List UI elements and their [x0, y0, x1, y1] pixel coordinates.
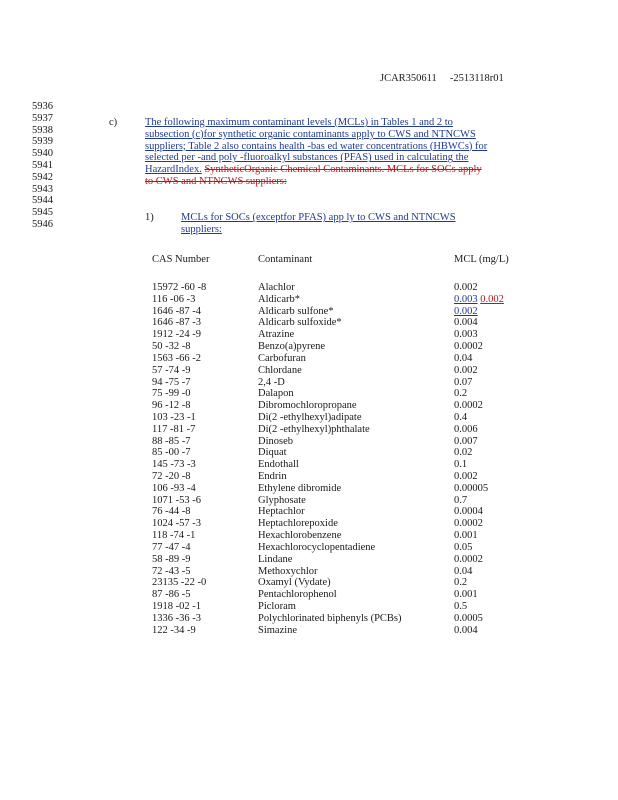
cas-number-cell: 1646 -87 -4	[152, 305, 201, 317]
table-row	[152, 530, 532, 542]
contaminant-cell: Dinoseb	[258, 435, 293, 447]
line-number: 5939	[32, 136, 53, 148]
cas-number-cell: 57 -74 -9	[152, 364, 191, 376]
cas-number-cell: 58 -89 -9	[152, 553, 191, 565]
paragraph-line	[145, 129, 537, 141]
table-row	[152, 518, 532, 530]
contaminant-cell: Diquat	[258, 447, 287, 459]
cas-number-cell: 1071 -53 -6	[152, 494, 201, 506]
deleted-text: SyntheticOrganic Chemical Contaminants. MCLs for SOCs apply	[204, 164, 482, 176]
line-number: 5940	[32, 148, 53, 160]
table-row	[152, 625, 532, 637]
line-number: 5946	[32, 218, 53, 230]
table-row	[152, 388, 532, 400]
line-number-column	[32, 101, 72, 231]
line-number: 5937	[32, 112, 53, 124]
table-row	[152, 329, 532, 341]
contaminant-cell: Heptachlorepoxide	[258, 518, 338, 530]
mcl-cell	[454, 495, 467, 507]
cas-number-cell: 85 -00 -7	[152, 447, 191, 459]
contaminant-cell: Hexachlorobenzene	[258, 530, 342, 542]
mcl-cell	[454, 506, 483, 518]
cas-number-cell: 72 -20 -8	[152, 471, 191, 482]
paragraph-line	[145, 141, 537, 153]
mcl-value: 0.00005	[454, 482, 489, 494]
mcl-cell	[454, 365, 478, 377]
mcl-cell	[454, 530, 478, 542]
mcl-cell	[454, 388, 467, 400]
table-row	[152, 506, 532, 518]
mcl-cell	[454, 483, 488, 495]
mcl-cell	[454, 566, 472, 578]
mcl-cell	[454, 542, 472, 554]
soc-mcl-table	[152, 254, 532, 636]
mcl-new-value: 0.002	[480, 293, 504, 305]
cas-number-cell: 75 -99 -0	[152, 388, 191, 400]
cas-number-cell: 116 -06 -3	[152, 293, 196, 305]
mcl-value: 0.4	[454, 411, 468, 423]
cas-number-cell: 72 -43 -5	[152, 565, 191, 577]
item-number: 1)	[145, 212, 154, 223]
mcl-value: 0.001	[454, 589, 478, 601]
mcl-value: 0.0005	[454, 612, 483, 624]
item-heading	[181, 212, 511, 236]
cas-number-cell: 118 -74 -1	[152, 530, 196, 542]
table-row	[152, 377, 532, 389]
cas-number-cell: 1912 -24 -9	[152, 329, 201, 341]
mcl-value: 0.5	[454, 600, 468, 612]
contaminant-cell: Atrazine	[258, 329, 295, 341]
mcl-cell	[454, 471, 478, 483]
table-body	[152, 282, 532, 636]
contaminant-cell: Aldicarb sulfoxide*	[258, 317, 342, 329]
mcl-value: 0.7	[454, 494, 468, 506]
contaminant-cell: Lindane	[258, 553, 293, 565]
mcl-value: 0.0004	[454, 506, 483, 518]
cas-number-cell: 1646 -87 -3	[152, 317, 201, 329]
contaminant-cell: Ethylene dibromide	[258, 482, 342, 494]
cas-number-cell: 1336 -36 -3	[152, 612, 201, 624]
mcl-cell	[454, 282, 478, 294]
mcl-cell	[454, 424, 478, 436]
table-row	[152, 542, 532, 554]
line-number: 5944	[32, 195, 53, 207]
cas-number-cell: 103 -23 -1	[152, 411, 196, 423]
mcl-cell	[454, 341, 483, 353]
contaminant-cell: Oxamyl (Vydate)	[258, 577, 331, 589]
paragraph-line	[145, 176, 537, 188]
contaminant-cell: Methoxychlor	[258, 565, 318, 577]
mcl-cell	[454, 294, 504, 306]
mcl-value: 0.006	[454, 423, 478, 435]
contaminant-cell: Hexachlorocyclopentadiene	[258, 541, 376, 553]
header-contaminant: Contaminant	[258, 254, 313, 265]
mcl-value: 0.05	[454, 541, 473, 553]
deleted-text: to CWS and NTNCWS suppliers:	[145, 175, 287, 187]
mcl-cell	[454, 601, 467, 613]
contaminant-cell: Pentachlorophenol	[258, 589, 337, 601]
mcl-cell	[454, 554, 483, 566]
mcl-cell	[454, 329, 478, 341]
line-number: 5943	[32, 183, 53, 195]
mcl-cell	[454, 613, 483, 625]
mcl-value: 0.007	[454, 435, 478, 447]
mcl-value: 0.04	[454, 352, 473, 364]
mcl-value: 0.0002	[454, 341, 483, 353]
mcl-cell	[454, 518, 483, 530]
cas-number-cell: 50 -32 -8	[152, 341, 191, 353]
table-row	[152, 601, 532, 613]
table-row	[152, 436, 532, 448]
line-number: 5936	[32, 101, 53, 112]
line-number: 5938	[32, 124, 53, 136]
contaminant-cell: 2,4 -D	[258, 376, 285, 388]
cas-number-cell: 94 -75 -7	[152, 376, 191, 388]
mcl-cell	[454, 447, 472, 459]
table-row	[152, 282, 532, 294]
contaminant-cell: Picloram	[258, 600, 296, 612]
contaminant-cell: Carbofuran	[258, 352, 306, 364]
mcl-cell	[454, 436, 478, 448]
mcl-value: 0.2	[454, 577, 468, 589]
cas-number-cell: 88 -85 -7	[152, 435, 191, 447]
inserted-text: selected per -and poly -fluoroalkyl substances (PFAS) used in calculating the	[145, 152, 469, 164]
table-row	[152, 589, 532, 601]
mcl-value: 0.002	[454, 305, 478, 317]
inserted-text: suppliers; Table 2 also contains health -bas ed water concentrations (HBWCs) for	[145, 140, 488, 152]
mcl-value: 0.2	[454, 388, 468, 400]
table-row	[152, 412, 532, 424]
mcl-cell	[454, 400, 483, 412]
cas-number-cell: 77 -47 -4	[152, 541, 191, 553]
mcl-value: 0.0002	[454, 518, 483, 530]
subsection-label: c)	[109, 117, 118, 128]
table-header	[152, 254, 532, 282]
mcl-cell	[454, 317, 478, 329]
contaminant-cell: Dibromochloropropane	[258, 400, 357, 412]
mcl-cell	[454, 625, 478, 637]
line-number: 5945	[32, 207, 53, 219]
cas-number-cell: 96 -12 -8	[152, 400, 191, 412]
cas-number-cell: 23135 -22 -0	[152, 577, 207, 589]
contaminant-cell: Endrin	[258, 471, 287, 482]
table-row	[152, 341, 532, 353]
mcl-value: 0.002	[454, 471, 478, 482]
mcl-value: 0.0002	[454, 553, 483, 565]
cas-number-cell: 122 -34 -9	[152, 624, 196, 636]
contaminant-cell: Aldicarb sulfone*	[258, 305, 334, 317]
cas-number-cell: 106 -93 -4	[152, 482, 196, 494]
mcl-cell	[454, 412, 467, 424]
subsection-paragraph	[145, 117, 537, 188]
mcl-value: 0.001	[454, 530, 478, 542]
mcl-value: 0.004	[454, 317, 478, 329]
inserted-text: HazardIndex.	[145, 164, 202, 176]
mcl-cell	[454, 306, 478, 318]
table-row	[152, 365, 532, 377]
line-number: 5942	[32, 171, 53, 183]
paragraph-line	[145, 152, 537, 164]
contaminant-cell: Heptachlor	[258, 506, 305, 518]
mcl-value: 0.004	[454, 624, 478, 636]
mcl-cell	[454, 377, 472, 389]
item-heading-line-2: suppliers:	[181, 224, 222, 235]
table-row	[152, 566, 532, 578]
mcl-old-value: 0.003	[454, 293, 478, 305]
mcl-cell	[454, 459, 467, 471]
mcl-value: 0.002	[454, 364, 478, 376]
contaminant-cell: Alachlor	[258, 282, 295, 293]
document-code: JCAR350611 -2513118r01	[380, 73, 504, 84]
cas-number-cell: 1024 -57 -3	[152, 518, 201, 530]
table-row	[152, 353, 532, 365]
table-row	[152, 424, 532, 436]
cas-number-cell: 15972 -60 -8	[152, 282, 207, 293]
contaminant-cell: Di(2 -ethylhexyl)phthalate	[258, 423, 370, 435]
table-row	[152, 447, 532, 459]
mcl-value: 0.04	[454, 565, 473, 577]
contaminant-cell: Endothall	[258, 459, 299, 471]
table-row	[152, 459, 532, 471]
cas-number-cell: 1563 -66 -2	[152, 352, 201, 364]
paragraph-line	[145, 117, 537, 129]
mcl-value: 0.003	[454, 329, 478, 341]
paragraph-line	[145, 164, 537, 176]
table-row	[152, 400, 532, 412]
item-heading-line-1: MCLs for SOCs (exceptfor PFAS) app ly to CWS and NTNCWS	[181, 212, 456, 223]
header-cas-number: CAS Number	[152, 254, 210, 265]
inserted-text: The following maximum contaminant levels (MCLs) in Tables 1 and 2 to	[145, 117, 453, 128]
contaminant-cell: Benzo(a)pyrene	[258, 341, 326, 353]
line-number: 5941	[32, 159, 53, 171]
cas-number-cell: 87 -86 -5	[152, 589, 191, 601]
table-row	[152, 577, 532, 589]
table-row	[152, 613, 532, 625]
cas-number-cell: 1918 -02 -1	[152, 600, 201, 612]
mcl-value: 0.002	[454, 282, 478, 293]
mcl-value: 0.1	[454, 459, 468, 471]
cas-number-cell: 117 -81 -7	[152, 423, 196, 435]
cas-number-cell: 76 -44 -8	[152, 506, 191, 518]
table-row	[152, 495, 532, 507]
contaminant-cell: Di(2 -ethylhexyl)adipate	[258, 411, 362, 423]
contaminant-cell: Dalapon	[258, 388, 294, 400]
mcl-value: 0.0002	[454, 400, 483, 412]
header-mcl: MCL (mg/L)	[454, 254, 509, 265]
table-row	[152, 294, 532, 306]
mcl-cell	[454, 589, 478, 601]
mcl-cell	[454, 577, 467, 589]
table-row	[152, 306, 532, 318]
contaminant-cell: Chlordane	[258, 364, 302, 376]
inserted-text: subsection (c)for synthetic organic contaminants apply to CWS and NTNCWS	[145, 128, 476, 140]
contaminant-cell: Simazine	[258, 624, 298, 636]
contaminant-cell: Glyphosate	[258, 494, 306, 506]
contaminant-cell: Polychlorinated biphenyls (PCBs)	[258, 612, 402, 624]
mcl-value: 0.02	[454, 447, 473, 459]
contaminant-cell: Aldicarb*	[258, 293, 300, 305]
mcl-cell	[454, 353, 472, 365]
table-row	[152, 483, 532, 495]
cas-number-cell: 145 -73 -3	[152, 459, 196, 471]
table-row	[152, 317, 532, 329]
table-row	[152, 471, 532, 483]
table-row	[152, 554, 532, 566]
mcl-value: 0.07	[454, 376, 473, 388]
